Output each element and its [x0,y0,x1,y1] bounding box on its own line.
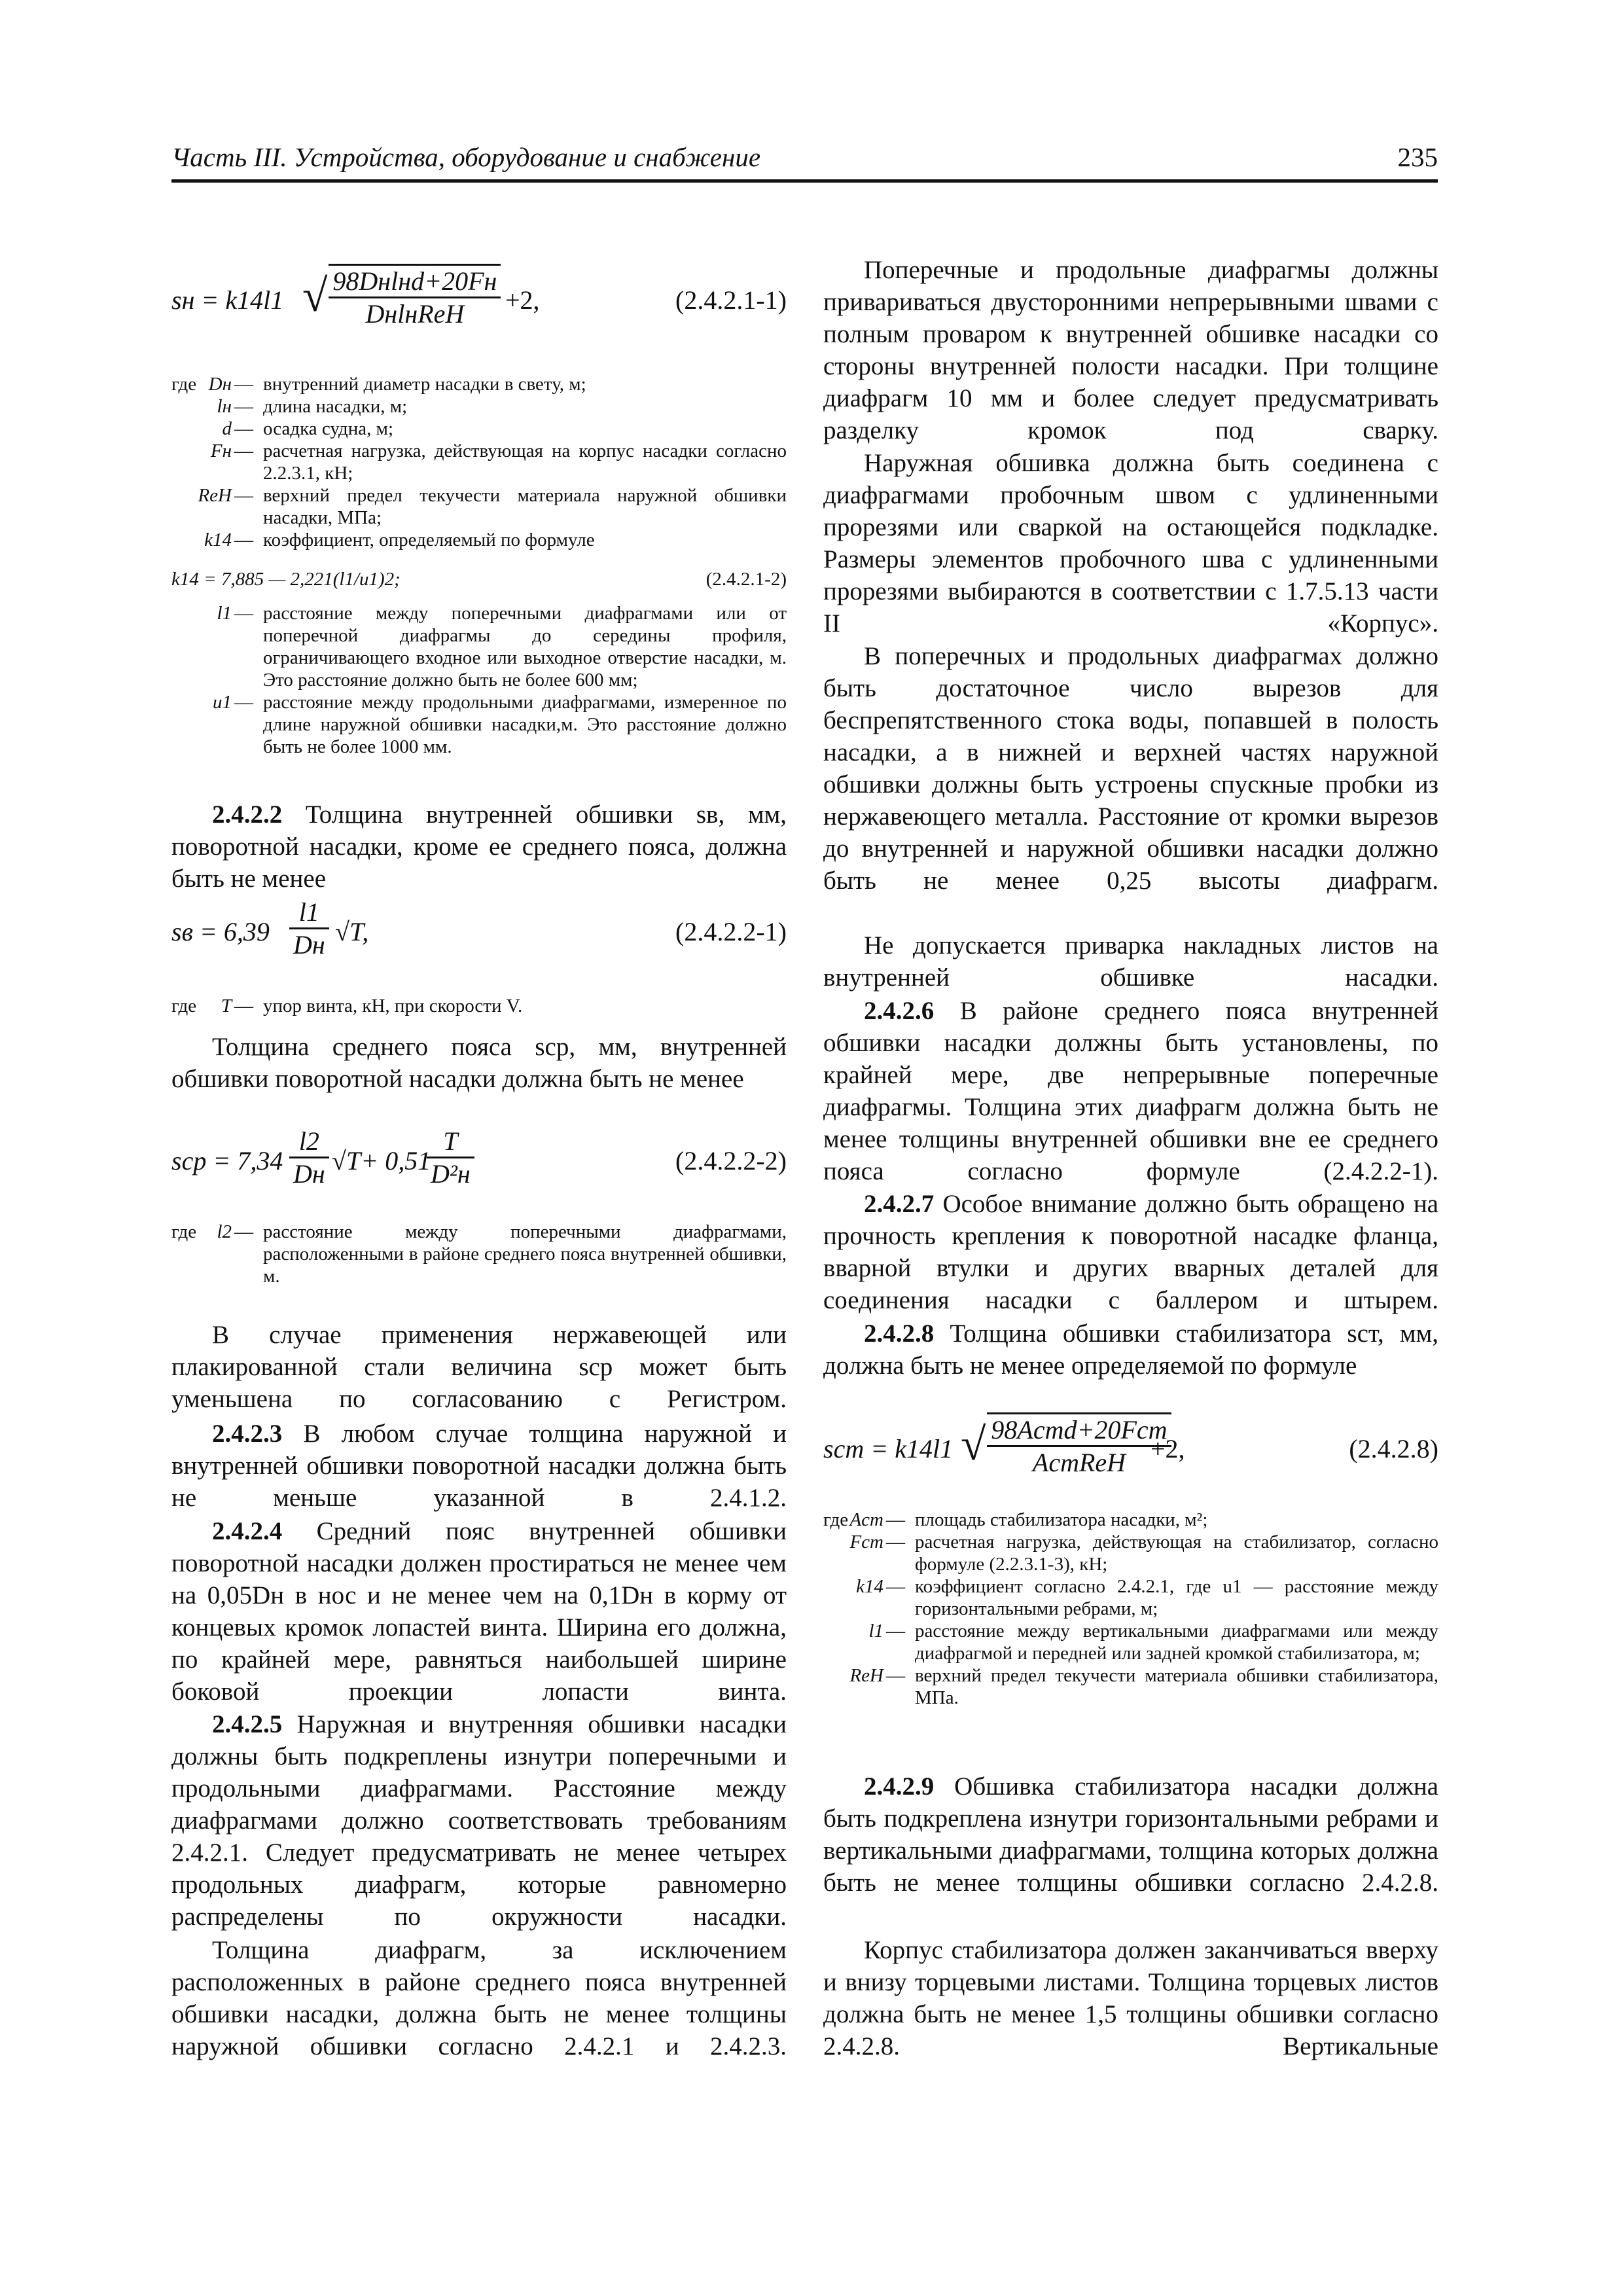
paragraph-2-4-2-6: 2.4.2.6 В районе среднего пояса внутренней обшивки насадки должны быть установлены, по крайней мере, две непрерывные поперечные диафрагмы. Толщина этих диафрагм должна быть не менее толщины внутренней обшивки вне ее среднего пояса согласно формуле (2.4.2.2-1). [823,997,1439,1185]
formula-numerator: 98Dнlнd+20Fн [329,266,501,298]
paragraph-2-4-2-2: 2.4.2.2 Толщина внутренней обшивки sв, мм, поворотной насадки, кроме ее среднего пояса, должна быть не менее [171,800,787,893]
formula-lhs: sн = k14l1 [171,285,284,315]
formula-2-4-2-8: sст = k14l1 √ $\frac{\text{98Aстd+20Fст}}{\text{AстReH}}$ +2, (2.4.2.8) [823,1407,1438,1473]
notation-item: ReH — верхний предел текучести материала обшивки стабилизатора, МПа. [849,1665,1438,1708]
running-header [171,140,1438,183]
page-number: 235 [1397,142,1438,172]
notation-item: где T — упор винта, кН, при скорости V. [171,996,523,1016]
paragraph-2-4-2-7: 2.4.2.7 Особое внимание должно быть обращено на прочность крепления к поворотной насадке фланца, вварной втулки и других вварных деталей для соединения насадки с баллером и штырем. [823,1190,1438,1314]
paragraph-welding: Поперечные и продольные диафрагмы должны привариваться двусторонними непрерывными швами с полным проваром к внутренней обшивке насадки со стороны внутренней полости насадки. При толщине диафрагм 10 мм и более следует предусматривать разделку кромок под сварку. [823,256,1438,444]
notation-item: где Dн — внутренний диаметр насадки в свету, м; [171,374,586,395]
paragraph-stainless: В случае применения нержавеющей или плакированной стали величина sср может быть уменьшена по согласованию с Регистром. [171,1321,787,1413]
paragraph-middle-belt: Толщина среднего пояса sср, мм, внутренней обшивки поворотной насадки должна быть не менее [171,1033,787,1093]
paragraph-diaphragm-thickness: Толщина диафрагм, за исключением расположенных в районе среднего пояса внутренней обшивки насадки, должна быть не менее толщины наружной обшивки согласно 2.4.2.1 и 2.4.2.3. [171,1936,787,2060]
notation-item: lн — длина насадки, м; [217,396,408,417]
notation-item: u1 — расстояние между продольными диафрагмами, измеренное по длине наружной обшивки насадки,м. Это расстояние должно быть не более 1000 мм. [213,692,787,757]
notation-item: где l2 — расстояние между поперечными диафрагмами, расположенными в районе среднего пояса внутренней обшивки, м. [171,1221,787,1287]
k14-formula [171,568,787,594]
paragraph-doubler: Не допускается приварка накладных листов на внутренней обшивке насадки. [823,931,1438,992]
notation-item: l1 — расстояние между поперечными диафрагмами или от поперечной диафрагмы до середины профиля, ограничивающего входное или выходное отверстие насадки, м. Это расстояние должно быть не более 600 мм; [217,603,787,691]
notation-list-3 [171,995,787,1017]
notation-item: Fст — расчетная нагрузка, действующая на стабилизатор, согласно формуле (2.2.3.1-3), кН; [849,1532,1438,1575]
paragraph-2-4-2-4: 2.4.2.4 Средний пояс внутренней обшивки поворотной насадки должен простираться не менее чем на 0,05Dн в нос и не менее чем на 0,1Dн в корму от концевых кромок лопастей винта. Ширина его должна, по крайней мере, равняться наибольшей ширине боковой проекции лопасти винта. [171,1517,787,1706]
notation-item: l1 — расстояние между вертикальными диафрагмами или между диафрагмой и передней или задней кромкой стабилизатора, м; [868,1621,1438,1664]
notation-item: где Aст — площадь стабилизатора насадки, м²; [823,1509,1208,1530]
formula-2-4-2-1-1: sн = k14l1 √ $\frac{\text{98Dнlнd+20Fн}}{\text{DнlнReH}}$ +2, (2.4.2.1-1) [171,259,787,324]
notation-list-5 [823,1509,1438,1709]
paragraph-plug-weld: Наружная обшивка должна быть соединена с диафрагмами пробочным швом с удлиненными прорезями или сваркой на остающейся подкладке. Размеры элементов пробочного шва с удлиненными прорезями выбираются в соответствии с 1.7.5.13 части II «Корпус». [823,449,1438,637]
notation-item: Fн — расчетная нагрузка, действующая на корпус насадки согласно 2.2.3.1, кН; [210,440,787,484]
equation-number: (2.4.2.1-1) [675,285,787,315]
paragraph-2-4-2-9: 2.4.2.9 Обшивка стабилизатора насадки должна быть подкреплена изнутри горизонтальными ребрами и вертикальными диафрагмами, толщина которых должна быть не менее толщины обшивки согласно 2.4.2.8. [823,1772,1438,1897]
formula-2-4-2-2-1: sв = 6,39 l1 Dн √T, (2.4.2.2-1) [171,897,787,960]
paragraph-2-4-2-8: 2.4.2.8 Толщина обшивки стабилизатора sст, мм, должна быть не менее определяемой по формуле [823,1319,1439,1380]
equation-number: (2.4.2.8) [1349,1434,1438,1463]
equation-number: (2.4.2.1-2) [705,569,787,590]
equation-number: (2.4.2.2-1) [675,917,787,946]
paragraph-2-4-2-3: 2.4.2.3 В любом случае толщина наружной и внутренней обшивки поворотной насадки должна быть не меньше указанной в 2.4.1.2. [171,1420,787,1512]
clause-number: 2.4.2.2 [212,800,283,829]
formula-denominator: DнlнReH [365,299,465,329]
notation-list-2 [171,602,787,758]
formula-tail: +2, [505,285,540,315]
paragraph-end-plates: Корпус стабилизатора должен заканчиваться вверху и внизу торцевыми листами. Толщина торцевых листов должна быть не менее 1,5 толщины обшивки согласно 2.4.2.8. Вертикальные [823,1936,1438,2060]
paragraph-2-4-2-5: 2.4.2.5 Наружная и внутренняя обшивки насадки должны быть подкреплены изнутри поперечными и продольными диафрагмами. Расстояние между диафрагмами должно соответствовать требованиям 2.4.2.1. Следует предусматривать не менее четырех продольных диафрагм, которые равномерно распределены по окружности насадки. [171,1710,787,1931]
header-title: Часть III. Устройства, оборудование и снабжение [171,142,761,172]
notation-item: k14 — коэффициент, определяемый по формуле [204,529,595,550]
notation-list-1 [171,373,787,551]
notation-item: d — осадка судна, м; [222,418,394,439]
notation-list-4 [171,1221,787,1287]
formula-2-4-2-2-2: sср = 7,34 l2 Dн √T+ 0,51 T D²н (2.4.2.2-2) [171,1126,787,1189]
notation-item: ReH — верхний предел текучести материала наружной обшивки насадки, МПа; [198,485,787,528]
equation-number: (2.4.2.2-2) [675,1146,787,1175]
paragraph-drain: В поперечных и продольных диафрагмах должно быть достаточное число вырезов для беспрепятственного стока воды, попавшей в полость насадки, а в нижней и верхней частях наружной обшивки должны быть устроены спускные пробки из нержавеющего металла. Расстояние от кромки вырезов до внутренней и наружной обшивки насадки должно быть не менее 0,25 высоты диафрагм. [823,642,1438,895]
notation-item: k14 — коэффициент согласно 2.4.2.1, где u1 — расстояние между горизонтальными ребрами, м; [856,1576,1438,1619]
k14-equation: k14 = 7,885 — 2,221(l1/u1)2; [171,569,401,590]
